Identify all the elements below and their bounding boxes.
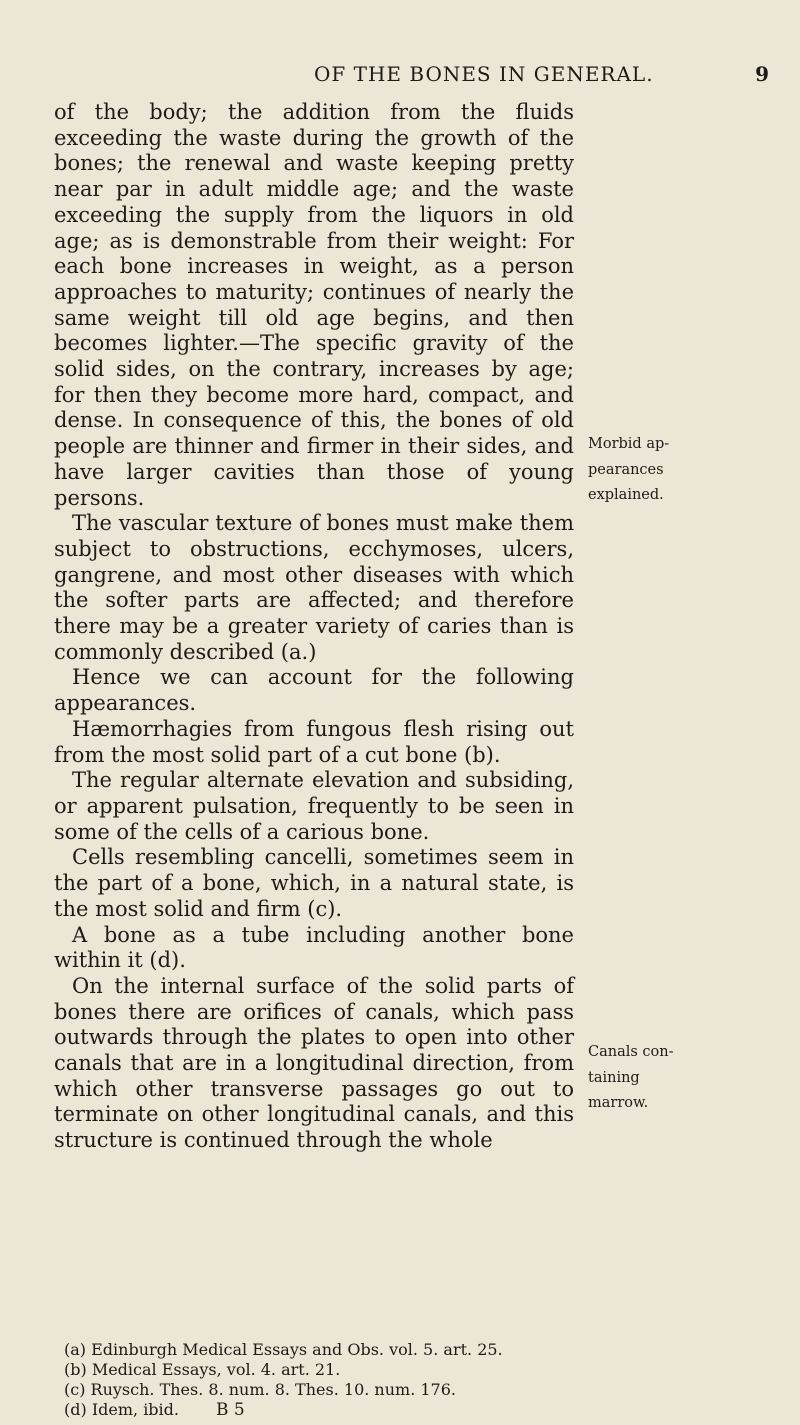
margin-note-line: Morbid ap- [588,436,670,452]
paragraph-tube: A bone as a tube including another bone within it (d). [54,922,574,973]
paragraph-canals: On the internal surface of the solid parts of bones there are orifices of canals, which pass outwards through the plates to open into other canals that are in a longitudinal direction, from which other transverse passages go out to terminate on other longitudinal canals, and this structure is continued through the whole [54,973,574,1153]
paragraph-appearances: Hence we can account for the following appearances. [54,665,574,716]
paragraph-pulsation: The regular alternate elevation and subsiding, or apparent pulsation, frequently to be seen in some of the cells of a carious bone. [54,768,574,844]
margin-note-line: pearances [588,461,664,478]
paragraph-vascular-texture: The vascular texture of bones must make them subject to obstructions, ecchymoses, ulcers, gangrene, and most other diseases with which the softer parts are affected; and therefore there may be a greater variety of caries than is commonly described (a.) [54,511,574,664]
footnote-a: (a) Edinburgh Medical Essays and Obs. vol. 5. art. 25. [64,1340,503,1359]
margin-note-line: Canals con- [588,1044,674,1060]
margin-note-morbid [588,432,678,509]
footnote-b: (b) Medical Essays, vol. 4. art. 21. [64,1360,341,1379]
paragraph-continuation: of the body; the addition from the fluids exceeding the waste during the growth of the bones; the renewal and waste keeping pretty near par in adult middle age; and the waste exceeding the supply from the liquors in old age; as is demonstrable from their weight: For each bone increases in weight, as a person approaches to maturity; continues of nearly the same weight till old age begins, and then becomes lighter.—The specific gravity of the solid sides, on the contrary, increases by age; for then they become more hard, compact, and dense. In consequence of this, the bones of old people are thinner and firmer in their sides, and have larger cavities than those of young persons. [54,100,574,510]
margin-note-line: marrow. [588,1095,649,1112]
margin-note-line: explained. [588,487,664,504]
printer-signature: B 5 [216,1400,245,1420]
margin-note-canals [588,1040,678,1117]
running-title: OF THE BONES IN GENERAL. [314,62,654,86]
page-number: 9 [755,62,770,86]
footnote-c: (c) Ruysch. Thes. 8. num. 8. Thes. 10. num. 176. [64,1380,456,1399]
footnotes [64,1340,624,1420]
paragraph-cancelli: Cells resembling cancelli, sometimes seem in the part of a bone, which, in a natural state, is the most solid and firm (c). [54,845,574,921]
paragraph-haemorrhagies: Hæmorrhagies from fungous flesh rising out from the most solid part of a cut bone (b). [54,716,574,767]
margin-note-line: taining [588,1069,640,1086]
body-text [54,100,574,1154]
footnote-d: (d) Idem, ibid. [64,1400,179,1419]
